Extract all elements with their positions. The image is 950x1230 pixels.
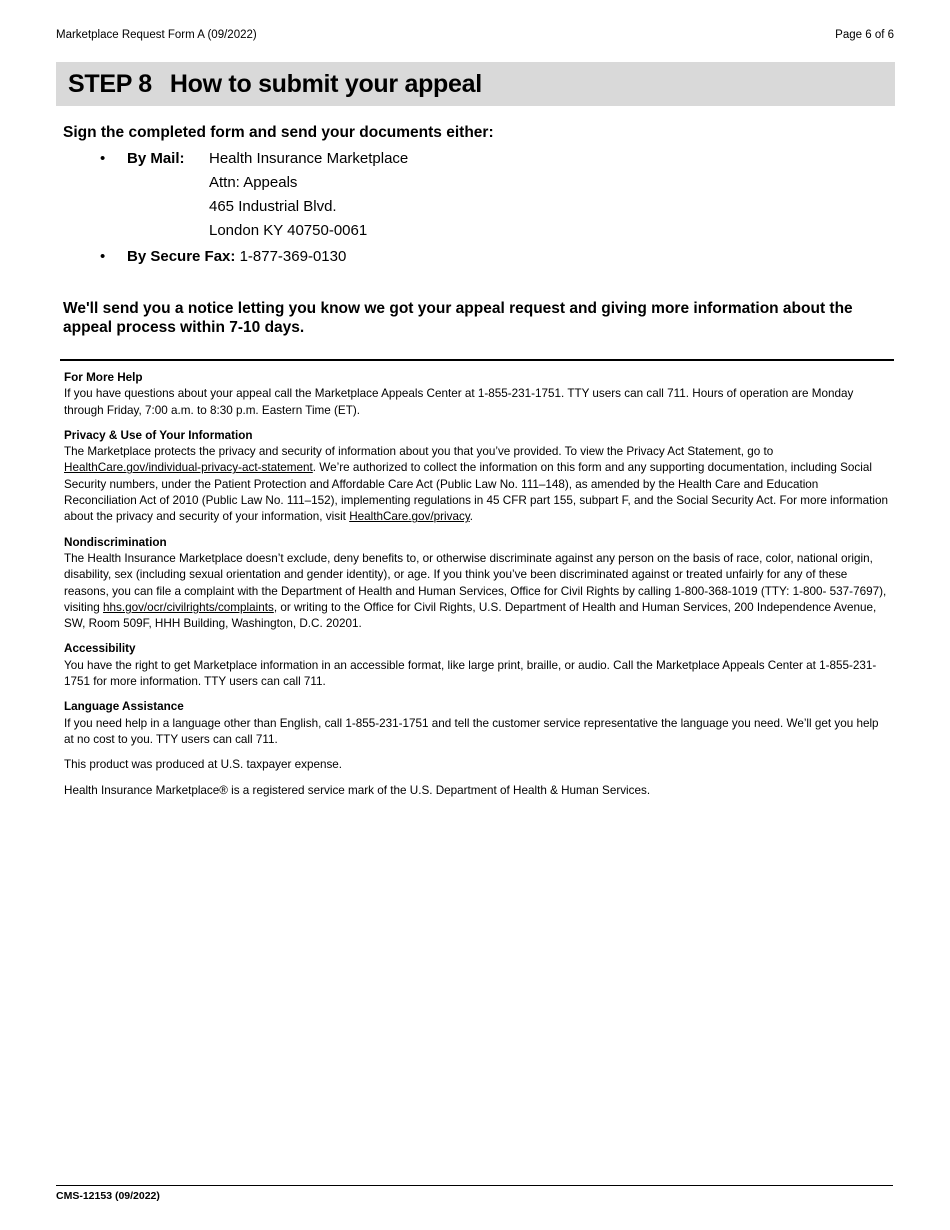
- accessibility-body: You have the right to get Marketplace information in an accessible format, like large print, braille, or audio. Call the Marketplace Appeals Center at 1-855-231-1751 for more information. TTY users can call 711.: [64, 658, 877, 689]
- mail-label: By Mail:: [127, 150, 185, 167]
- nondiscrimination-text-1: The Health Insurance Marketplace doesn’t exclude, deny benefits to, or otherwise discriminate against any person on the basis of race, color, national origin, disability, sex (including sexual orientation and gender identity), or age. If you think you’ve been discriminated against or treated unfairly for any of these reasons, you can file a complaint with the Department of Health and Human Services, Office for Civil Rights by calling 1-800-368-1019 (TTY: 1-800- 537-7697), visiting: [64, 551, 887, 614]
- fax-line: [127, 248, 346, 265]
- privacy-text-3: .: [469, 510, 474, 524]
- trademark-note: Health Insurance Marketplace® is a registered service mark of the U.S. Department of Health & Human Services.: [64, 783, 651, 797]
- accessibility-heading: Accessibility: [64, 642, 136, 656]
- mail-address-line: 465 Industrial Blvd.: [209, 198, 337, 215]
- language-body: If you need help in a language other than English, call 1-855-231-1751 and tell the customer service representative the language you need. We’ll get you help at no cost to you. TTY users can call 711.: [64, 716, 879, 746]
- mail-address-line: Health Insurance Marketplace: [209, 150, 409, 167]
- civil-rights-complaints-link[interactable]: hhs.gov/ocr/civilrights/complaints: [102, 600, 274, 614]
- help-heading: For More Help: [64, 371, 143, 384]
- privacy-text-2: . We’re authorized to collect the information on this form and any supporting documentation, including Social Security numbers, under the Patient Protection and Affordable Care Act (Public Law No. 111–148), as amended by the Health Care and Education Reconciliation Act of 2010 (Public Law No. 111–152), implementing regulations in 45 CFR part 155, subpart F, and the Social Security Act. For more information about the privacy and security of your information, visit: [64, 461, 888, 524]
- fax-number: 1-877-369-0130: [239, 248, 347, 265]
- privacy-section: [64, 428, 890, 526]
- form-name: Marketplace Request Form A (09/2022): [56, 29, 257, 41]
- nondiscrimination-heading: Nondiscrimination: [64, 535, 167, 549]
- info-sections: [64, 370, 890, 808]
- bullet-mail: •: [100, 150, 106, 167]
- step-number: STEP 8: [68, 69, 152, 98]
- privacy-act-link[interactable]: HealthCare.gov/individual-privacy-act-statement: [64, 461, 313, 475]
- page-number: Page 6 of 6: [835, 29, 894, 41]
- nondiscrimination-section: [64, 535, 890, 633]
- step-banner: [56, 62, 895, 106]
- submit-instruction: Sign the completed form and send your documents either:: [63, 124, 494, 141]
- bullet-fax: •: [100, 248, 106, 265]
- appeal-notice: We'll send you a notice letting you know we got your appeal request and giving more information about the appeal process within 7-10 days.: [63, 300, 853, 336]
- step-title: How to submit your appeal: [169, 69, 482, 98]
- accessibility-section: [64, 641, 890, 690]
- section-divider: [60, 359, 894, 361]
- privacy-text-1: The Marketplace protects the privacy and security of information about you that you’ve provided. To view the Privacy Act Statement, go to: [64, 445, 774, 459]
- privacy-heading: Privacy & Use of Your Information: [64, 428, 253, 442]
- mail-address-line: London KY 40750-0061: [209, 222, 368, 239]
- nondiscrimination-text-2: , or writing to the Office for Civil Rights, U.S. Department of Health and Human Services, 200 Independence Avenue, SW, Room 509F, HHH Building, Washington, D.C. 20201.: [64, 600, 877, 631]
- language-heading: Language Assistance: [64, 700, 184, 714]
- privacy-link[interactable]: HealthCare.gov/privacy: [349, 510, 470, 524]
- fax-label: By Secure Fax:: [127, 248, 236, 265]
- footer-divider: [56, 1185, 893, 1186]
- language-section: [64, 699, 890, 748]
- nondiscrimination-body: [64, 551, 890, 632]
- form-code: CMS-12153 (09/2022): [56, 1190, 160, 1202]
- help-section: [64, 370, 890, 419]
- mail-address-line: Attn: Appeals: [209, 174, 298, 191]
- privacy-body: [64, 444, 890, 525]
- help-body: If you have questions about your appeal call the Marketplace Appeals Center at 1-855-231-1751. TTY users can call 711. Hours of operation are Monday through Friday, 7:00 a.m. to 8:30 p.m. Eastern Time (ET).: [64, 387, 854, 417]
- taxpayer-note: This product was produced at U.S. taxpayer expense.: [64, 758, 343, 772]
